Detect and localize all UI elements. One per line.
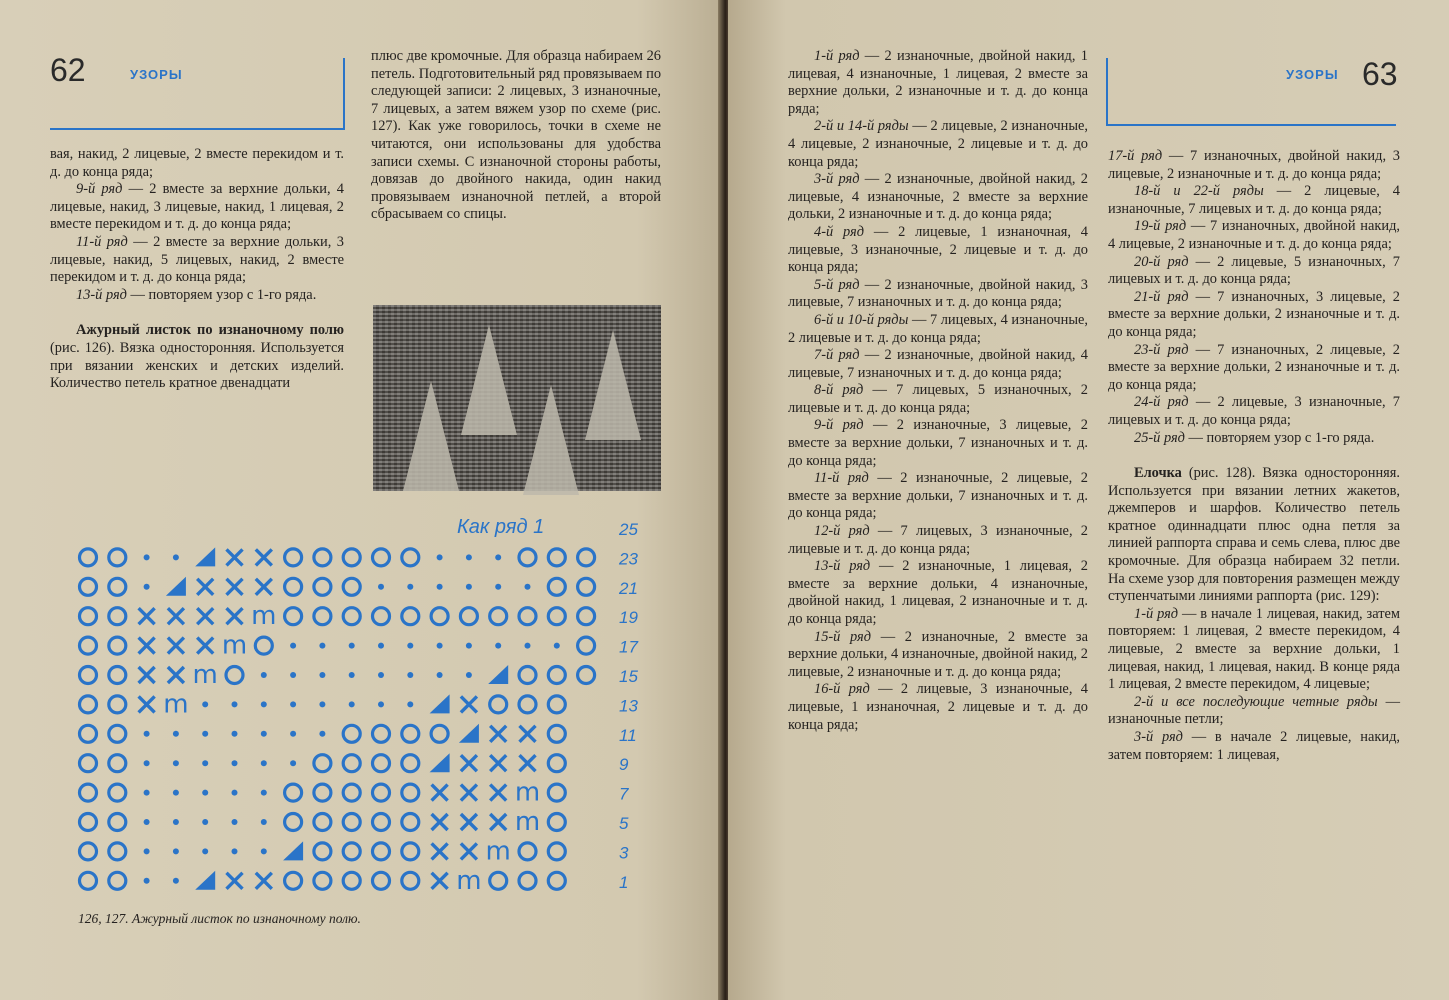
dot-cell (290, 731, 296, 737)
dot-cell (378, 643, 384, 649)
purl-circle-cell (548, 725, 565, 742)
purl-circle-cell (80, 814, 97, 831)
paragraph: 3-й ряд — в начале 2 лицевые, накид, затем повторяем: 1 лицевая, (1108, 729, 1400, 763)
dot-cell (407, 584, 413, 590)
dot-cell (261, 760, 267, 766)
cross-cell (461, 755, 477, 771)
purl-circle-cell (314, 755, 331, 772)
right-column-2 (1108, 148, 1400, 764)
dot-cell (407, 672, 413, 678)
purl-circle-cell (285, 608, 302, 625)
paragraph: 19-й ряд — 7 изнаночных, двойной накид, 4 лицевые, 2 изнаночные и т. д. до конца ряда; (1108, 218, 1400, 252)
row-label: 25 (619, 520, 638, 539)
purl-circle-cell (109, 872, 126, 889)
double-yarn-over-cell (515, 778, 540, 808)
right-page (728, 0, 1449, 1000)
cross-cell (139, 638, 155, 654)
cross-cell (256, 549, 272, 565)
purl-circle-cell (578, 578, 595, 595)
dot-cell (378, 672, 384, 678)
dot-cell (202, 848, 208, 854)
purl-circle-cell (373, 549, 390, 566)
cross-cell (461, 785, 477, 801)
dot-cell (232, 731, 238, 737)
page-number-right: 63 (1362, 56, 1398, 92)
paragraph: 5-й ряд — 2 изнаночные, двойной накид, 3 лицевые, 7 изнаночных и т. д. до конца ряда; (788, 276, 1088, 311)
purl-circle-cell (343, 549, 360, 566)
purl-circle-cell (109, 608, 126, 625)
leaf-motif (461, 325, 517, 435)
cross-cell (520, 755, 536, 771)
paragraph: 9-й ряд — 2 изнаночные, 3 лицевые, 2 вместе за верхние дольки, 7 изнаночных и т. д. до конца ряда; (788, 417, 1088, 469)
purl-circle-cell (578, 549, 595, 566)
purl-circle-cell (285, 578, 302, 595)
running-head-left: УЗОРЫ (130, 67, 183, 82)
purl-circle-cell (402, 755, 419, 772)
purl-circle-cell (80, 843, 97, 860)
purl-circle-cell (109, 578, 126, 595)
header-vrule-right (1106, 58, 1108, 126)
dot-cell (407, 643, 413, 649)
dot-cell (144, 819, 150, 825)
row-label: 7 (619, 784, 629, 804)
dot-cell (261, 819, 267, 825)
purl-circle-cell (109, 843, 126, 860)
cross-cell (256, 873, 272, 889)
purl-circle-cell (109, 696, 126, 713)
left-column-2 (371, 48, 661, 224)
dot-cell (144, 584, 150, 590)
leaf-motif (523, 385, 579, 495)
paragraph: 13-й ряд — повторяем узор с 1-го ряда. (76, 286, 317, 303)
purl-circle-cell (548, 784, 565, 801)
purl-circle-cell (548, 549, 565, 566)
purl-circle-cell (548, 608, 565, 625)
header-rule-right (1106, 124, 1396, 126)
row-label: 13 (619, 696, 638, 716)
purl-circle-cell (314, 578, 331, 595)
paragraph: плюс две кромочные. Для образца набираем 26 петель. Подготовительный ряд провязываем по следующей записи: 2 лицевых, 3 изнаночные, 7 лицевых, а затем вяжем узор по схеме (рис. 127). Как уже говорилось, точки в схеме не читаются, они использованы для удобства записи схемы. С изнаночной стороны работы, довязав до двойного накида, один накид провязываем изнаночной петлей, а второй сбрасываем со спицы. (371, 48, 662, 223)
cross-cell (432, 843, 448, 859)
dot-cell (495, 584, 501, 590)
svg-text:m: m (485, 836, 511, 867)
purl-circle-cell (548, 667, 565, 684)
dot-cell (495, 554, 501, 560)
dot-cell (290, 643, 296, 649)
row-label: 23 (619, 549, 638, 569)
purl-circle-cell (373, 608, 390, 625)
dot-cell (144, 878, 150, 884)
purl-circle-cell (373, 725, 390, 742)
purl-circle-cell (373, 755, 390, 772)
purl-circle-cell (548, 696, 565, 713)
row-label: 3 (619, 843, 629, 863)
cross-cell (197, 608, 213, 624)
paragraph: 16-й ряд — 2 лицевые, 3 изнаночные, 4 лицевые, 1 изнаночная, 2 лицевые и т. д. до конца ряда; (788, 681, 1088, 733)
purl-circle-cell (519, 696, 536, 713)
purl-circle-cell (314, 549, 331, 566)
purl-circle-cell (109, 784, 126, 801)
purl-circle-cell (314, 872, 331, 889)
cross-cell (432, 785, 448, 801)
cross-cell (168, 638, 184, 654)
cross-cell (168, 608, 184, 624)
dot-cell (261, 672, 267, 678)
decrease-triangle-cell (195, 871, 215, 890)
purl-circle-cell (402, 843, 419, 860)
right-column-1 (788, 48, 1088, 734)
dot-cell (437, 554, 443, 560)
dot-cell (378, 701, 384, 707)
purl-circle-cell (578, 637, 595, 654)
paragraph: 11-й ряд — 2 изнаночные, 2 лицевые, 2 вместе за верхние дольки, 7 изнаночных и т. д. до конца ряда; (788, 470, 1088, 522)
decrease-triangle-cell (459, 724, 479, 743)
purl-circle-cell (80, 637, 97, 654)
svg-text:m: m (192, 660, 218, 690)
paragraph: 1-й ряд — в начале 1 лицевая, накид, затем повторяем: 1 лицевая, 2 вместе перекидом, 4 лицевые, 2 вместе за верхние дольки, 1 лицевая, накид, 1 лицевая, накид. В конце ряда 1 лицевая, 2 вместе перекидом, 4 лицевые; (1108, 605, 1400, 693)
dot-cell (232, 790, 238, 796)
dot-cell (525, 643, 531, 649)
running-head-right: УЗОРЫ (1286, 67, 1339, 82)
dot-cell (349, 701, 355, 707)
paragraph: 4-й ряд — 2 лицевые, 1 изнаночная, 4 лицевые, 3 изнаночные, 2 лицевые и т. д. до конца ряда; (788, 223, 1088, 276)
cross-cell (227, 579, 243, 595)
purl-circle-cell (431, 725, 448, 742)
purl-circle-cell (343, 784, 360, 801)
paragraph: 2-й и все последующие четные ряды — изнаночные петли; (1108, 693, 1400, 728)
purl-circle-cell (109, 549, 126, 566)
cross-cell (490, 785, 506, 801)
dot-cell (261, 701, 267, 707)
paragraph: 8-й ряд — 7 лицевых, 5 изнаночных, 2 лицевые и т. д. до конца ряда; (788, 382, 1088, 416)
svg-text:m: m (456, 865, 482, 896)
decrease-triangle-cell (166, 577, 186, 596)
paragraph: 24-й ряд — 2 лицевые, 3 изнаночные, 7 лицевых и т. д. до конца ряда; (1108, 394, 1400, 428)
cross-cell (139, 696, 155, 712)
dot-cell (319, 672, 325, 678)
purl-circle-cell (402, 725, 419, 742)
purl-circle-cell (226, 667, 243, 684)
double-yarn-over-cell (515, 807, 540, 837)
cross-cell (139, 667, 155, 683)
cross-cell (197, 638, 213, 654)
purl-circle-cell (373, 872, 390, 889)
purl-circle-cell (314, 784, 331, 801)
left-column-1 (50, 146, 344, 393)
purl-circle-cell (490, 608, 507, 625)
double-yarn-over-cell (486, 836, 511, 866)
row-label: 5 (619, 814, 629, 833)
purl-circle-cell (285, 814, 302, 831)
dot-cell (349, 672, 355, 678)
purl-circle-cell (80, 667, 97, 684)
leaf-motif (585, 330, 641, 440)
svg-text:m: m (163, 689, 189, 720)
paragraph: 21-й ряд — 7 изнаночных, 3 лицевые, 2 вместе за верхние дольки, 2 изнаночные и т. д. до конца ряда; (1108, 288, 1400, 340)
paragraph: 25-й ряд — повторяем узор с 1-го ряда. (1134, 429, 1375, 446)
purl-circle-cell (548, 755, 565, 772)
purl-circle-cell (285, 549, 302, 566)
row-label: 17 (619, 637, 638, 657)
purl-circle-cell (519, 872, 536, 889)
dot-cell (232, 701, 238, 707)
purl-circle-cell (343, 872, 360, 889)
cross-cell (432, 873, 448, 889)
purl-circle-cell (373, 814, 390, 831)
svg-text:m: m (251, 601, 277, 632)
dot-cell (466, 643, 472, 649)
purl-circle-cell (548, 814, 565, 831)
dot-cell (290, 701, 296, 707)
purl-circle-cell (519, 843, 536, 860)
purl-circle-cell (519, 549, 536, 566)
cross-cell (461, 843, 477, 859)
cross-cell (461, 814, 477, 830)
pattern-chart-svg (72, 512, 652, 902)
purl-circle-cell (519, 667, 536, 684)
row-label: 1 (619, 872, 629, 892)
dot-cell (202, 701, 208, 707)
double-yarn-over-cell (251, 601, 276, 631)
double-yarn-over-cell (222, 631, 247, 661)
decrease-triangle-cell (195, 547, 215, 566)
paragraph: 3-й ряд — 2 изнаночные, двойной накид, 2 лицевые, 4 изнаночные, 2 вместе за верхние дольки, 2 изнаночные и т. д. до конца ряда; (788, 171, 1088, 223)
chart-title: Как ряд 1 (457, 516, 545, 538)
dot-cell (144, 760, 150, 766)
purl-circle-cell (80, 784, 97, 801)
purl-circle-cell (109, 814, 126, 831)
dot-cell (290, 760, 296, 766)
purl-circle-cell (343, 755, 360, 772)
dot-cell (173, 848, 179, 854)
purl-circle-cell (373, 843, 390, 860)
purl-circle-cell (490, 696, 507, 713)
decrease-triangle-cell (430, 694, 450, 713)
cross-cell (227, 873, 243, 889)
dot-cell (466, 554, 472, 560)
dot-cell (525, 584, 531, 590)
row-label: 21 (619, 578, 638, 598)
purl-circle-cell (343, 725, 360, 742)
dot-cell (261, 731, 267, 737)
leaf-motif (403, 381, 459, 491)
purl-circle-cell (80, 578, 97, 595)
svg-text:m: m (514, 777, 541, 808)
double-yarn-over-cell (193, 660, 218, 690)
paragraph: 1-й ряд — 2 изнаночные, двойной накид, 1 лицевая, 4 изнаночные, 1 лицевая, 2 вместе за верхние дольки, 2 изнаночные и т. д. до конца ряда; (788, 48, 1088, 117)
figure-caption (78, 910, 378, 927)
double-yarn-over-cell (456, 866, 481, 896)
dot-cell (232, 819, 238, 825)
page-number-left: 62 (50, 52, 86, 88)
paragraph: 23-й ряд — 7 изнаночных, 2 лицевые, 2 вместе за верхние дольки, 2 изнаночные и т. д. до конца ряда; (1108, 341, 1400, 393)
decrease-triangle-cell (430, 753, 450, 772)
paragraph: вая, накид, 2 лицевые, 2 вместе перекидом и т. д. до конца ряда; (50, 146, 344, 180)
dot-cell (349, 643, 355, 649)
cross-cell (490, 755, 506, 771)
paragraph: 11-й ряд — 2 вместе за верхние дольки, 3 лицевые, накид, 5 лицевых, накид, 2 вместе перекидом и т. д. до конца ряда; (50, 233, 344, 286)
purl-circle-cell (402, 608, 419, 625)
dot-cell (407, 701, 413, 707)
purl-circle-cell (578, 608, 595, 625)
svg-text:m: m (221, 630, 248, 661)
cross-cell (139, 608, 155, 624)
purl-circle-cell (109, 637, 126, 654)
purl-circle-cell (80, 608, 97, 625)
cross-cell (227, 549, 243, 565)
purl-circle-cell (343, 843, 360, 860)
dot-cell (202, 731, 208, 737)
dot-cell (466, 584, 472, 590)
dot-cell (232, 760, 238, 766)
svg-text:m: m (514, 807, 541, 837)
dot-cell (261, 790, 267, 796)
double-yarn-over-cell (163, 689, 188, 719)
dot-cell (319, 643, 325, 649)
purl-circle-cell (80, 725, 97, 742)
purl-circle-cell (490, 872, 507, 889)
purl-circle-cell (80, 872, 97, 889)
paragraph: 15-й ряд — 2 изнаночные, 2 вместе за верхние дольки, 4 изнаночные, двойной накид, 2 лицевые, 2 изнаночные и т. д. до конца ряда; (788, 628, 1088, 680)
purl-circle-cell (80, 696, 97, 713)
left-page (0, 0, 724, 1000)
cross-cell (432, 814, 448, 830)
dot-cell (232, 848, 238, 854)
row-label: 11 (619, 725, 637, 745)
purl-circle-cell (402, 814, 419, 831)
paragraph: Елочка (рис. 128). Вязка односторонняя. Используется при вязании летних жакетов, джемперов и шарфов. Количество петель кратное одиннадцати плюс одна петля за линией раппорта справа и семь слева, плюс две кромочные. Для образца набираем 32 петли. На схеме узор для повторения размещен между ступенчатыми линиями раппорта (рис. 129): (1108, 465, 1400, 605)
dot-cell (437, 584, 443, 590)
purl-circle-cell (548, 872, 565, 889)
dot-cell (144, 731, 150, 737)
knitted-sample-photo (373, 305, 661, 491)
dot-cell (319, 701, 325, 707)
paragraph: 7-й ряд — 2 изнаночные, двойной накид, 4 лицевые, 7 изнаночных и т. д. до конца ряда; (788, 347, 1088, 381)
purl-circle-cell (343, 608, 360, 625)
cross-cell (168, 667, 184, 683)
dot-cell (173, 819, 179, 825)
header-rule-left (50, 128, 344, 130)
dot-cell (319, 731, 325, 737)
purl-circle-cell (285, 872, 302, 889)
purl-circle-cell (80, 549, 97, 566)
purl-circle-cell (109, 755, 126, 772)
dot-cell (173, 878, 179, 884)
cross-cell (520, 726, 536, 742)
dot-cell (144, 790, 150, 796)
purl-circle-cell (373, 784, 390, 801)
cross-cell (227, 608, 243, 624)
paragraph: 20-й ряд — 2 лицевые, 5 изнаночных, 7 лицевых и т. д. до конца ряда; (1108, 253, 1400, 288)
purl-circle-cell (314, 814, 331, 831)
header-vrule-left (343, 58, 345, 130)
dot-cell (173, 790, 179, 796)
dot-cell (378, 584, 384, 590)
dot-cell (437, 643, 443, 649)
paragraph: 13-й ряд — 2 изнаночные, 1 лицевая, 2 вместе за верхние дольки, 4 изнаночные, двойной накид, 1 лицевая, 2 изнаночные и т. д. до конца ряда; (788, 558, 1088, 627)
paragraph: Ажурный листок по изнаночному полю (рис. 126). Вязка односторонняя. Используется при вязании женских и детских изделий. Количество петель кратное двенадцати (50, 322, 344, 392)
paragraph: 12-й ряд — 7 лицевых, 3 изнаночные, 2 лицевые и т. д. до конца ряда; (788, 523, 1088, 557)
purl-circle-cell (343, 578, 360, 595)
row-label: 15 (619, 667, 638, 686)
dot-cell (173, 731, 179, 737)
purl-circle-cell (109, 725, 126, 742)
dot-cell (144, 848, 150, 854)
cross-cell (461, 696, 477, 712)
dot-cell (495, 643, 501, 649)
row-label: 9 (619, 755, 629, 775)
purl-circle-cell (548, 843, 565, 860)
purl-circle-cell (402, 872, 419, 889)
dot-cell (466, 672, 472, 678)
cross-cell (197, 579, 213, 595)
dot-cell (554, 643, 560, 649)
dot-cell (202, 819, 208, 825)
purl-circle-cell (548, 578, 565, 595)
dot-cell (173, 760, 179, 766)
dot-cell (261, 848, 267, 854)
purl-circle-cell (578, 667, 595, 684)
purl-circle-cell (519, 608, 536, 625)
purl-circle-cell (402, 784, 419, 801)
purl-circle-cell (314, 843, 331, 860)
paragraph: 17-й ряд — 7 изнаночных, двойной накид, 3 лицевые, 2 изнаночные и т. д. до конца ряда; (1108, 148, 1400, 182)
purl-circle-cell (402, 549, 419, 566)
purl-circle-cell (314, 608, 331, 625)
dot-cell (290, 672, 296, 678)
purl-circle-cell (109, 667, 126, 684)
dot-cell (202, 760, 208, 766)
cross-cell (256, 579, 272, 595)
decrease-triangle-cell (488, 665, 508, 684)
paragraph: 6-й и 10-й ряды — 7 лицевых, 4 изнаночные, 2 лицевые и т. д. до конца ряда; (788, 311, 1088, 346)
paragraph: 2-й и 14-й ряды — 2 лицевые, 2 изнаночные, 4 лицевые, 2 изнаночные, 2 лицевые и т. д. до конца ряда; (788, 118, 1088, 170)
dot-cell (437, 672, 443, 678)
paragraph: 18-й и 22-й ряды — 2 лицевые, 4 изнаночные, 7 лицевых и т. д. до конца ряда; (1108, 183, 1401, 217)
purl-circle-cell (285, 784, 302, 801)
cross-cell (490, 814, 506, 830)
purl-circle-cell (431, 608, 448, 625)
cross-cell (490, 726, 506, 742)
caption-text: 126, 127. Ажурный листок по изнаночному полю. (78, 911, 361, 926)
dot-cell (144, 554, 150, 560)
dot-cell (173, 554, 179, 560)
dot-cell (202, 790, 208, 796)
row-label: 19 (619, 608, 638, 628)
purl-circle-cell (460, 608, 477, 625)
purl-circle-cell (255, 637, 272, 654)
purl-circle-cell (80, 755, 97, 772)
decrease-triangle-cell (283, 841, 303, 860)
purl-circle-cell (343, 814, 360, 831)
pattern-chart (72, 512, 652, 902)
paragraph: 9-й ряд — 2 вместе за верхние дольки, 4 лицевые, накид, 3 лицевые, накид, 1 лицевая, 2 вместе перекидом и т. д. до конца ряда; (50, 181, 344, 233)
